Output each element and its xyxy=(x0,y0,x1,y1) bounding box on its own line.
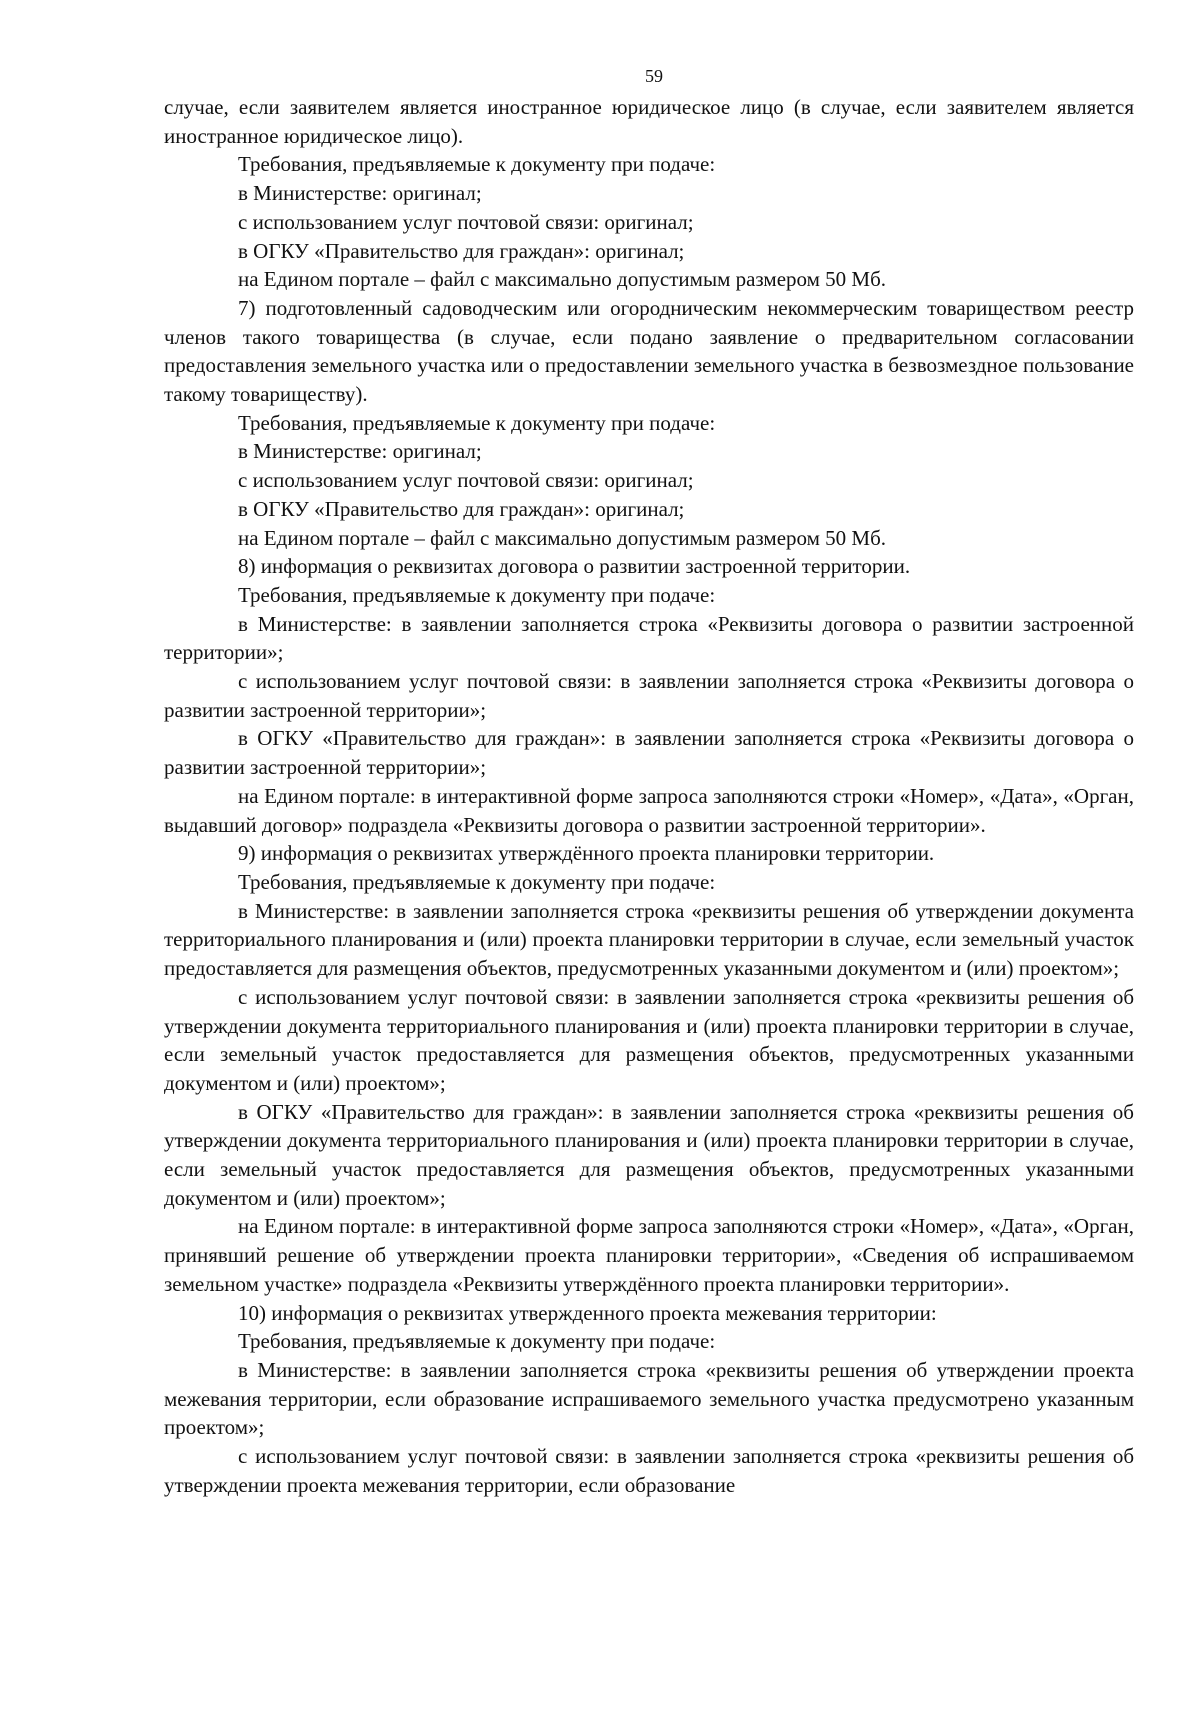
paragraph: Требования, предъявляемые к документу при подаче: xyxy=(238,1329,716,1354)
paragraph: Требования, предъявляемые к документу при подаче: xyxy=(238,410,716,435)
paragraph: с использованием услуг почтовой связи: оригинал; xyxy=(238,209,694,234)
paragraph: в Министерстве: оригинал; xyxy=(238,439,482,464)
paragraph: Требования, предъявляемые к документу при подаче: xyxy=(238,152,716,177)
paragraph: в ОГКУ «Правительство для граждан»: оригинал; xyxy=(238,496,685,521)
document-page xyxy=(164,64,1134,1499)
paragraph: на Едином портале: в интерактивной форме запроса заполняются строки «Номер», «Дата», «Орган, принявший решение об утверждении проекта планировки территории», «Сведения об испрашиваемом земельном участке» подраздела «Реквизиты утверждённого проекта планировки территории». xyxy=(164,1214,1134,1296)
paragraph: с использованием услуг почтовой связи: в заявлении заполняется строка «реквизиты решения об утверждении проекта межевания территории, если образование xyxy=(164,1444,1134,1497)
paragraph: на Едином портале – файл с максимально допустимым размером 50 Мб. xyxy=(238,525,887,550)
paragraph: Требования, предъявляемые к документу при подаче: xyxy=(238,582,716,607)
paragraph: с использованием услуг почтовой связи: в заявлении заполняется строка «реквизиты решения об утверждении документа территориального планирования и (или) проекта планировки территории в случае, если земельный участок предоставляется для размещения объектов, предусмотренных указанными документом и (или) проектом»; xyxy=(164,984,1134,1095)
paragraph: 8) информация о реквизитах договора о развитии застроенной территории. xyxy=(238,554,911,579)
paragraph: Требования, предъявляемые к документу при подаче: xyxy=(238,869,716,894)
paragraph: в Министерстве: в заявлении заполняется строка «реквизиты решения об утверждении документа территориального планирования и (или) проекта планировки территории в случае, если земельный участок предоставляется для размещения объектов, предусмотренных указанными документом и (или) проектом»; xyxy=(164,898,1134,981)
paragraph: 10) информация о реквизитах утвержденного проекта межевания территории: xyxy=(238,1300,937,1325)
paragraph: в Министерстве: в заявлении заполняется строка «Реквизиты договора о развитии застроенной территории»; xyxy=(164,611,1134,665)
paragraph: с использованием услуг почтовой связи: оригинал; xyxy=(238,468,694,493)
paragraph: в ОГКУ «Правительство для граждан»: в заявлении заполняется строка «реквизиты решения об утверждении документа территориального планирования и (или) проекта планировки территории в случае, если земельный участок предоставляется для размещения объектов, предусмотренных указанными документом и (или) проектом»; xyxy=(164,1099,1134,1210)
paragraph: 7) подготовленный садоводческим или огородническим некоммерческим товариществом реестр членов такого товарищества (в случае, если подано заявление о предварительном согласовании предоставления земельного участка или о предоставлении земельного участка в безвозмездное пользование такому товариществу). xyxy=(164,295,1134,407)
paragraph: в ОГКУ «Правительство для граждан»: в заявлении заполняется строка «Реквизиты договора о развитии застроенной территории»; xyxy=(164,726,1134,780)
page-number: 59 xyxy=(645,66,663,86)
paragraph: с использованием услуг почтовой связи: в заявлении заполняется строка «Реквизиты договора о развитии застроенной территории»; xyxy=(164,669,1134,722)
paragraph: на Едином портале: в интерактивной форме запроса заполняются строки «Номер», «Дата», «Орган, выдавший договор» подраздела «Реквизиты договора о развитии застроенной территории». xyxy=(164,783,1134,837)
paragraph: случае, если заявителем является иностранное юридическое лицо (в случае, если заявителем является иностранное юридическое лицо). xyxy=(164,95,1134,148)
document-body xyxy=(164,93,1134,1499)
paragraph: 9) информация о реквизитах утверждённого проекта планировки территории. xyxy=(238,841,935,866)
paragraph: в Министерстве: оригинал; xyxy=(238,181,482,206)
paragraph: в ОГКУ «Правительство для граждан»: оригинал; xyxy=(238,238,685,263)
paragraph: в Министерстве: в заявлении заполняется строка «реквизиты решения об утверждении проекта межевания территории, если образование испрашиваемого земельного участка предусмотрено указанным проектом»; xyxy=(164,1357,1134,1440)
paragraph: на Едином портале – файл с максимально допустимым размером 50 Мб. xyxy=(238,267,887,292)
